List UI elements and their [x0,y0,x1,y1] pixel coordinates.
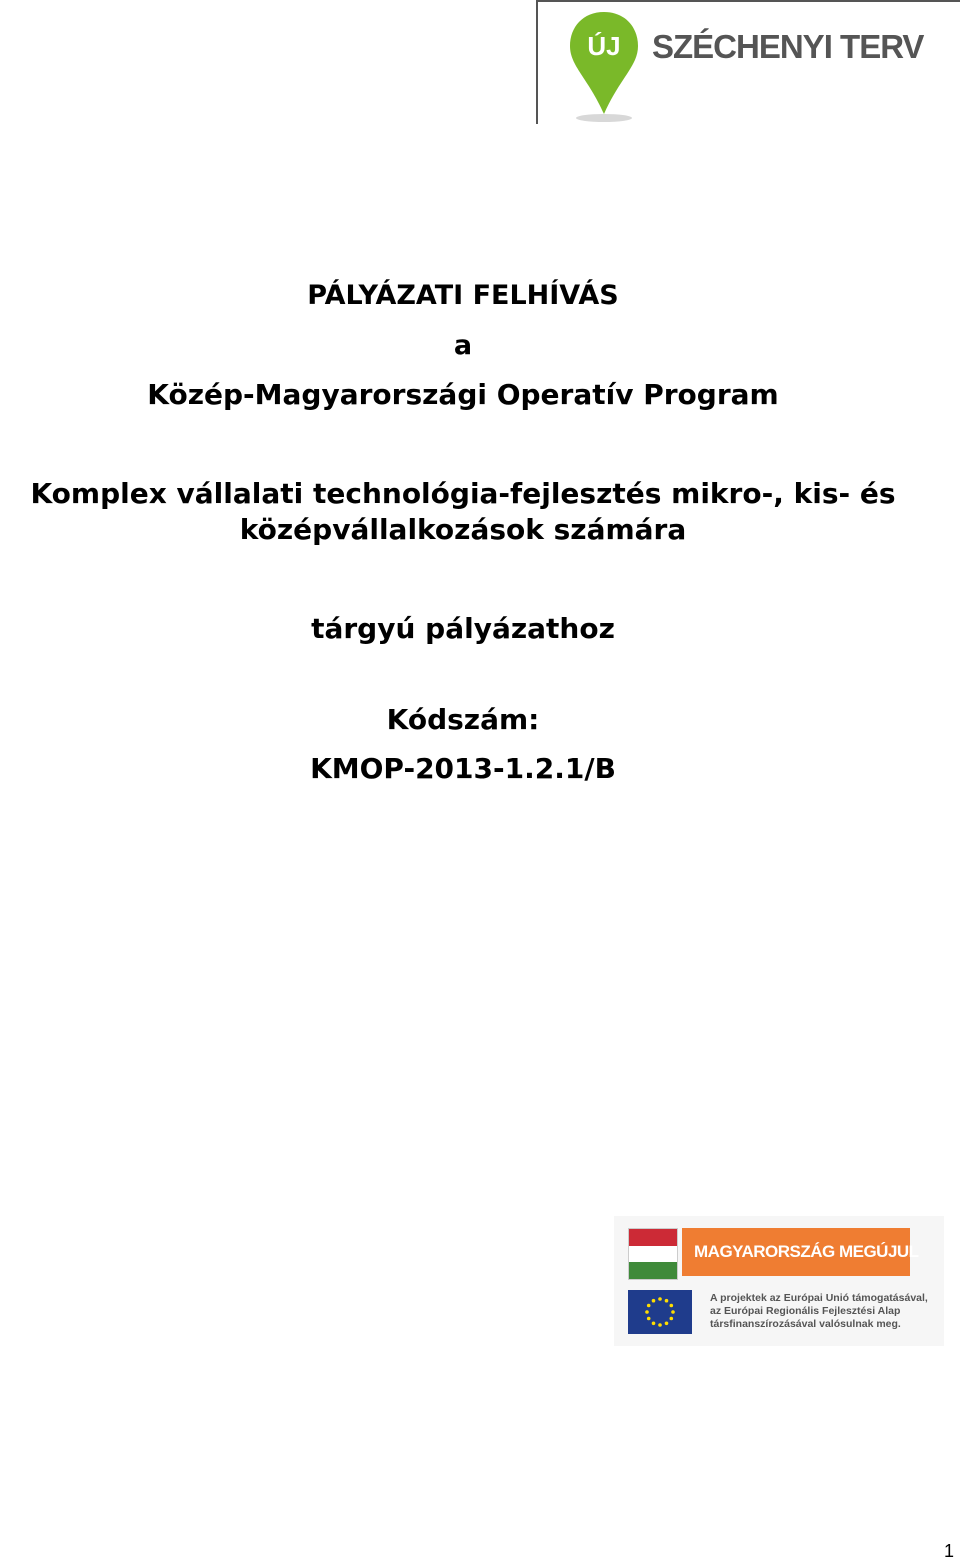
logo-text: SZÉCHENYI TERV [652,28,924,65]
subject-line: tárgyú pályázathoz [311,612,615,645]
eu-text-line-3: társfinanszírozásával valósulnak meg. [710,1318,901,1330]
code-label: Kódszám: [386,703,540,736]
slogan-bar: MAGYARORSZÁG MEGÚJUL [682,1228,910,1276]
eu-text-line-2: az Európai Regionális Fejlesztési Alap [710,1305,901,1317]
eu-flag-icon [628,1290,692,1334]
magyarorszag-megujul-banner [614,1216,944,1346]
call-title: PÁLYÁZATI FELHÍVÁS [307,280,619,311]
title-article: a [453,330,473,361]
call-code: KMOP-2013-1.2.1/B [310,752,616,785]
topic-line-1: Komplex vállalati technológia-fejlesztés mikro-, kis- és [30,477,896,510]
page-number: 1 [943,1541,954,1561]
logo-pin-label: ÚJ [587,31,621,61]
program-name: Közép-Magyarországi Operatív Program [147,378,779,411]
topic-line-2: középvállalkozások számára [239,513,687,546]
eu-funding-notice [710,1292,940,1331]
szechenyi-terv-logo [536,0,960,124]
hungarian-flag-icon [628,1228,678,1280]
eu-text-line-1: A projektek az Európai Unió támogatásával, [710,1292,928,1304]
location-pin-icon [566,8,642,126]
